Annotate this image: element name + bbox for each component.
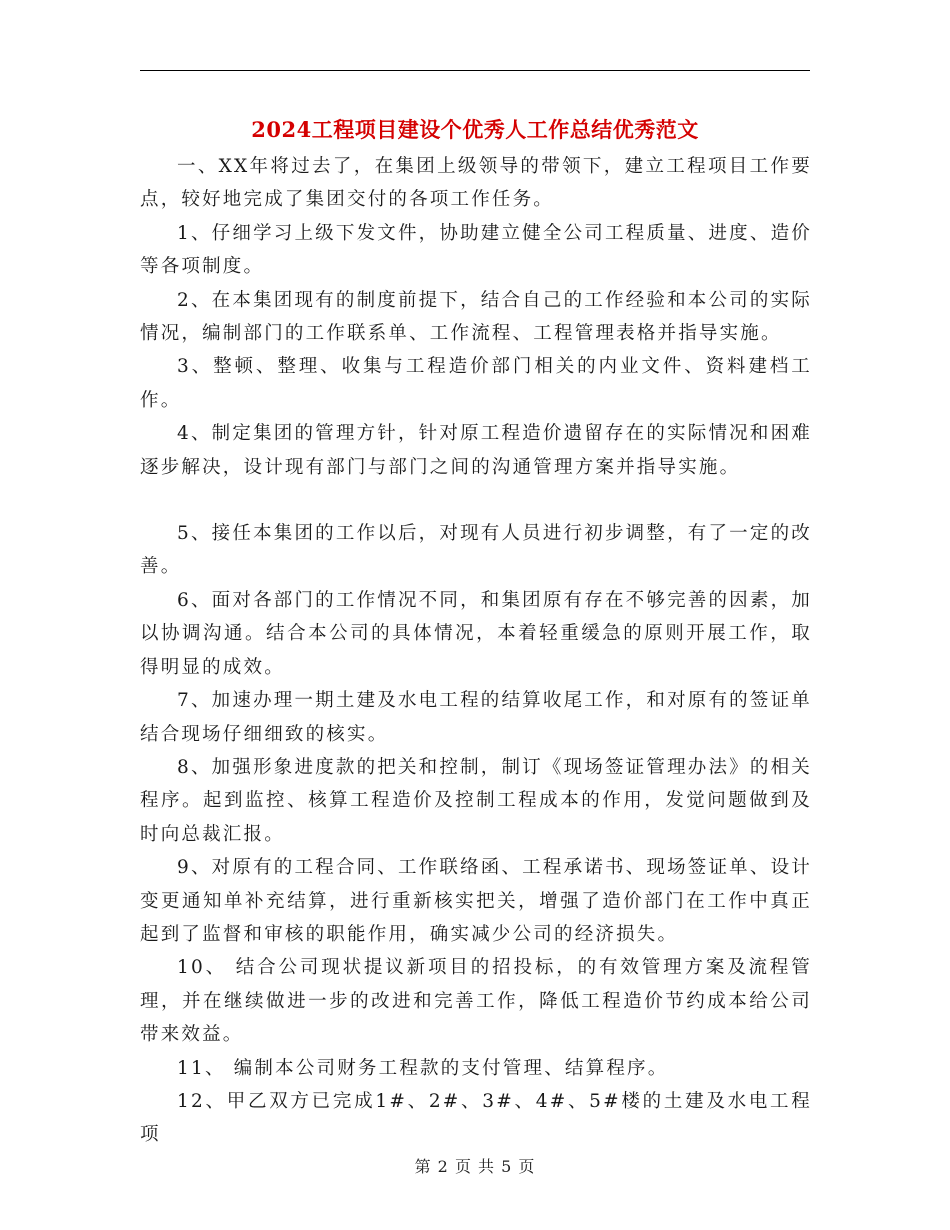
paragraph-item-7: 7、加速办理一期土建及水电工程的结算收尾工作，和对原有的签证单结合现场仔细细致的核实。 (140, 690, 812, 745)
header-rule (140, 70, 810, 71)
paragraph-item-9: 9、对原有的工程合同、工作联络函、工程承诺书、现场签证单、设计变更通知单补充结算，进行重新核实把关，增强了造价部门在工作中真正起到了监督和审核的职能作用，确实减少公司的经济损失。 (140, 857, 812, 945)
document-title: 2024工程项目建设个优秀人工作总结优秀范文 (251, 117, 699, 142)
paragraph-item-4: 4、制定集团的管理方针，针对原工程造价遗留存在的实际情况和困难逐步解决，设计现有部门与部门之间的沟通管理方案并指导实施。 (140, 423, 812, 478)
paragraph-item-3: 3、整顿、整理、收集与工程造价部门相关的内业文件、资料建档工作。 (140, 356, 812, 411)
paragraph-intro: 一、XX年将过去了，在集团上级领导的带领下，建立工程项目工作要点，较好地完成了集团交付的各项工作任务。 (140, 156, 812, 211)
paragraph-item-5: 5、接任本集团的工作以后，对现有人员进行初步调整，有了一定的改善。 (140, 523, 812, 578)
paragraph-item-8: 8、加强形象进度款的把关和控制，制订《现场签证管理办法》的相关程序。起到监控、核算工程造价及控制工程成本的作用，发觉问题做到及时向总裁汇报。 (140, 756, 812, 845)
paragraph-item-11: 11、 编制本公司财务工程款的支付管理、结算程序。 (177, 1057, 669, 1079)
paragraph-item-10: 10、 结合公司现状提议新项目的招投标，的有效管理方案及流程管理，并在继续做进一步的改进和完善工作，降低工程造价节约成本给公司带来效益。 (140, 957, 812, 1046)
page-footer: 第 2 页 共 5 页 (414, 1157, 536, 1176)
paragraph-item-6: 6、面对各部门的工作情况不同，和集团原有存在不够完善的因素，加以协调沟通。结合本公司的具体情况，本着轻重缓急的原则开展工作，取得明显的成效。 (140, 589, 812, 678)
document-body (140, 150, 812, 1152)
paragraph-item-2: 2、在本集团现有的制度前提下，结合自己的工作经验和本公司的实际情况，编制部门的工作联系单、工作流程、工程管理表格并指导实施。 (140, 289, 812, 345)
paragraph-item-1: 1、仔细学习上级下发文件，协助建立健全公司工程质量、进度、造价等各项制度。 (140, 222, 812, 278)
paragraph-item-12: 12、甲乙双方已完成1#、2#、3#、4#、5#楼的土建及水电工程项 (140, 1090, 812, 1146)
